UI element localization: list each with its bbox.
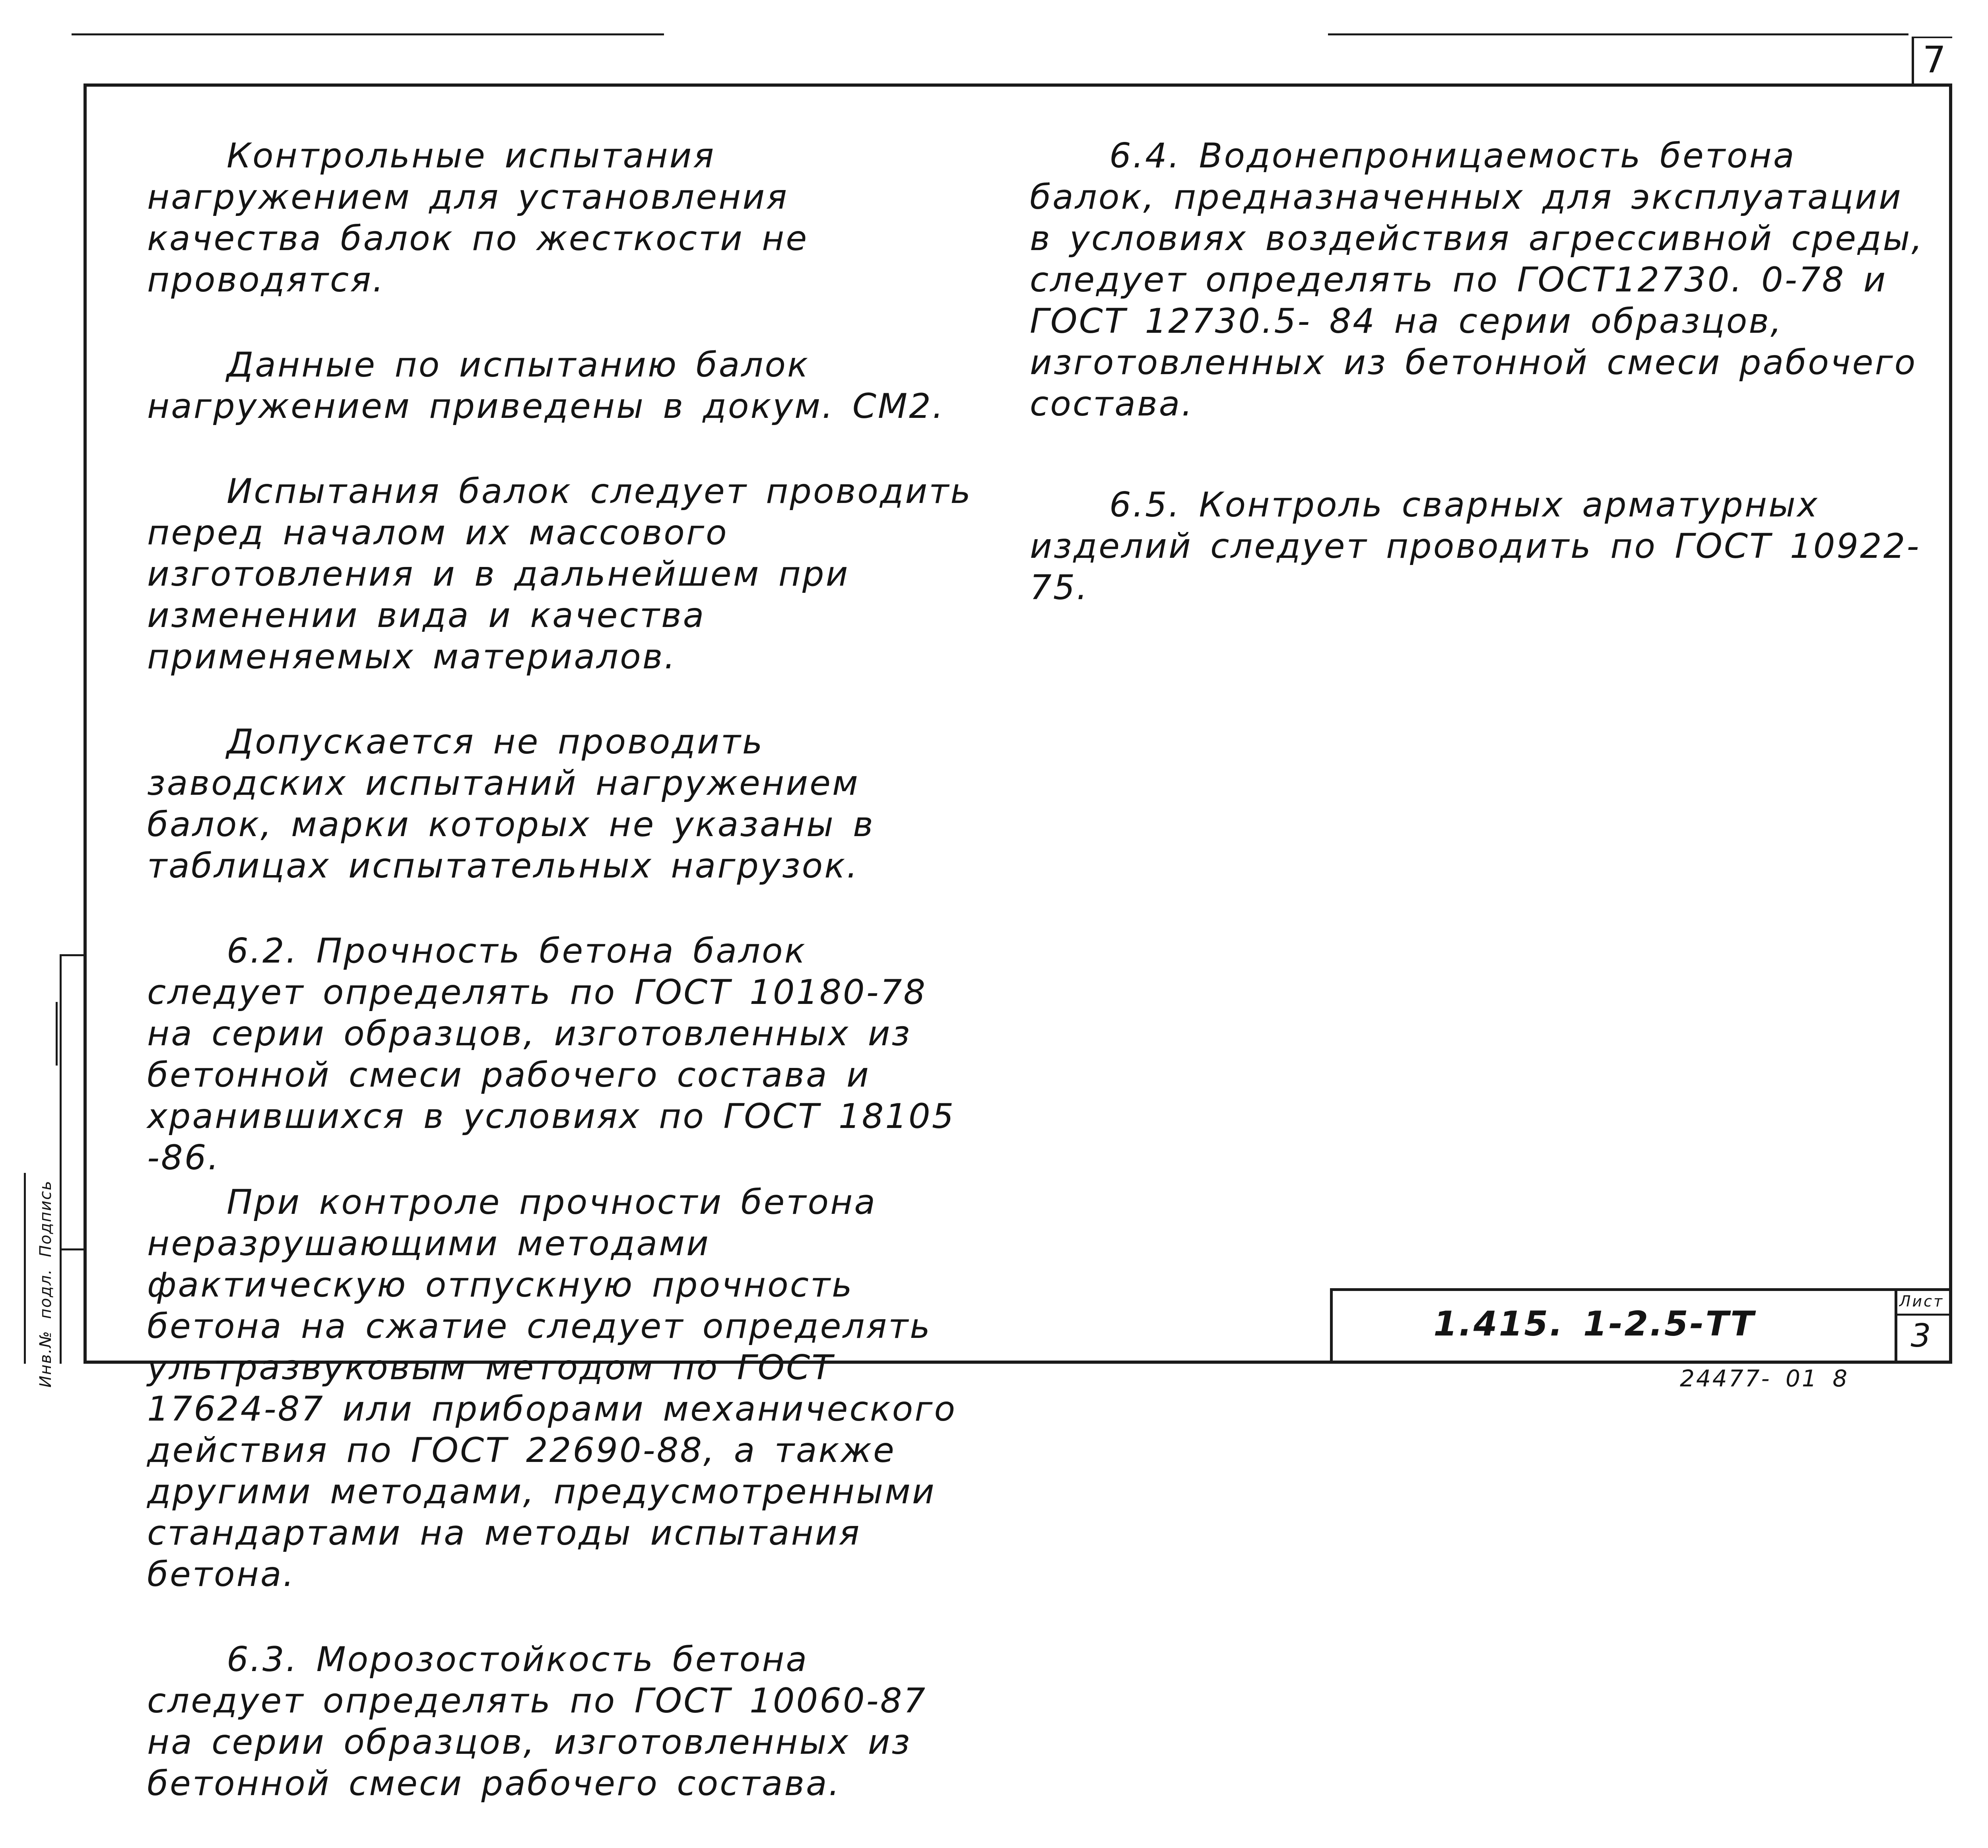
top-rule-right — [1328, 33, 1908, 35]
paragraph-6-4-water-resistance: 6.4. Водонепроницаемость бетона балок, предназначенных для эксплуатации в условиях воздействия агрессивной среды, следует определять по ГОСТ12730. 0-78 и ГОСТ 12730.5- 84 на серии образцов, изготовленных из бетонной смеси рабочего состава. — [1030, 136, 1924, 424]
top-rule-left — [72, 33, 664, 35]
paragraph-6-2-strength: 6.2. Прочность бетона балок следует определять по ГОСТ 10180-78 на серии образцов, изготовленных из бетонной смеси рабочего состава и хранившихся в условиях по ГОСТ 18105 -86. — [147, 931, 955, 1178]
paragraph-test-data: Данные по испытанию балок нагружением приведены в докум. СМ2. — [147, 345, 945, 426]
inventory-side-label: Инв.№ подл. Подпись — [37, 1180, 55, 1388]
sheet-cell-divider — [1895, 1314, 1950, 1316]
title-block-top — [1330, 1288, 1950, 1291]
right-text-column — [1030, 135, 1928, 668]
paragraph-nondestructive-control: При контроле прочности бетона неразрушающими методами фактическую отпускную прочность бетона на сжатие следует определять ультразвуковым методом по ГОСТ 17624-87 или приборами механического действия по ГОСТ 22690-88, а также другими методами, предусмотренными стандартами на методы испытания бетона. — [147, 1182, 957, 1594]
left-text-column — [147, 135, 974, 1848]
paragraph-control-tests: Контрольные испытания нагружением для установления качества балок по жесткости не проводятся. — [147, 136, 809, 300]
binding-tick-2 — [60, 1248, 85, 1250]
binding-strip-inner — [24, 1173, 26, 1364]
document-code: 1.415. 1-2.5-ТТ — [1433, 1304, 1755, 1344]
page-corner-number: 7 — [1922, 39, 1946, 81]
sheet-number: 3 — [1910, 1317, 1933, 1354]
bottom-archive-code: 24477- 01 8 — [1680, 1365, 1849, 1392]
binding-tick-1 — [60, 954, 85, 956]
title-block-left — [1330, 1288, 1333, 1362]
paragraph-test-timing: Испытания балок следует проводить перед началом их массового изготовления и в дальнейшем при изменении вида и качества применяемых материалов. — [147, 472, 973, 677]
sheet-label: Лист — [1899, 1293, 1944, 1310]
frame-right — [1949, 83, 1952, 1364]
binding-strip-line — [60, 954, 62, 1364]
binding-mark — [56, 1002, 58, 1066]
frame-left — [83, 83, 87, 1364]
paragraph-6-3-frost-resistance: 6.3. Морозостойкость бетона следует определять по ГОСТ 10060-87 на серии образцов, изготовленных из бетонной смеси рабочего состава. — [147, 1640, 927, 1803]
paragraph-6-5-welded-items: 6.5. Контроль сварных арматурных изделий следует проводить по ГОСТ 10922-75. — [1030, 485, 1921, 608]
paragraph-test-exemption: Допускается не проводить заводских испытаний нагружением балок, марки которых не указаны в таблицах испытательных нагрузок. — [147, 722, 875, 886]
title-block-divider — [1895, 1288, 1897, 1362]
frame-top — [83, 83, 1952, 87]
